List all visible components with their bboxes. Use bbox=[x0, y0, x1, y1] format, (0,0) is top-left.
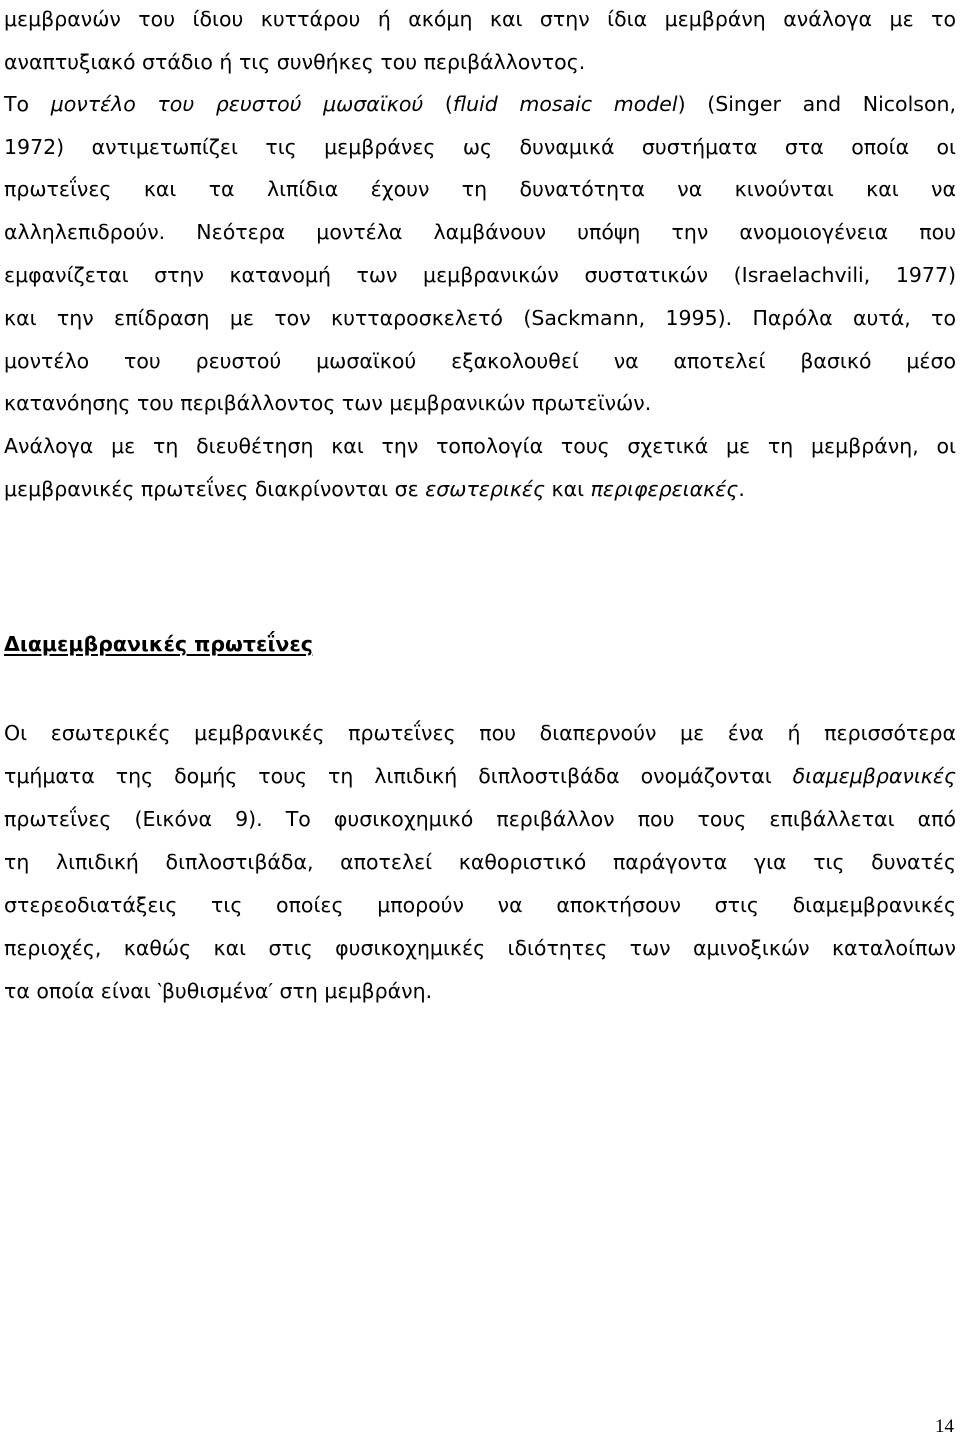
text-line: μοντέλο του ρευστού μωσαϊκού εξακολουθεί να αποτελεί βασικό μέσο bbox=[4, 349, 956, 373]
text-run: τμήματα της δομής τους τη λιπιδική διπλοστιβάδα ονομάζονται bbox=[4, 764, 793, 788]
text-line bbox=[4, 761, 956, 791]
text-run: Το bbox=[4, 92, 51, 116]
text-line: αναπτυξιακό στάδιο ή τις συνθήκες του περιβάλλοντος. bbox=[4, 50, 586, 74]
text-line: κατανόησης του περιβάλλοντος των μεμβρανικών πρωτεϊνών. bbox=[4, 391, 652, 415]
text-line: τα οποία είναι ‵βυθισμένα′ στη μεμβράνη. bbox=[4, 979, 433, 1003]
text-line: Ανάλογα με τη διευθέτηση και την τοπολογία τους σχετικά με τη μεμβράνη, οι bbox=[4, 434, 956, 458]
text-line: και την επίδραση με τον κυτταροσκελετό (Sackmann, 1995). Παρόλα αυτά, το bbox=[4, 306, 956, 330]
text-line: πρωτεΐνες και τα λιπίδια έχουν τη δυνατότητα να κινούνται και να bbox=[4, 177, 956, 201]
text-line: εμφανίζεται στην κατανομή των μεμβρανικών συστατικών (Israelachvili, 1977) bbox=[4, 263, 956, 287]
text-line: πρωτεΐνες (Εικόνα 9). Το φυσικοχημικό περιβάλλον που τους επιβάλλεται από bbox=[4, 807, 956, 831]
emphasis-text: μοντέλο του ρευστού μωσαϊκού bbox=[50, 92, 424, 116]
emphasis-text: διαμεμβρανικές bbox=[792, 764, 956, 788]
emphasis-text: fluid mosaic model bbox=[452, 92, 678, 116]
text-line: τη λιπιδική διπλοστιβάδα, αποτελεί καθοριστικό παράγοντα για τις δυνατές bbox=[4, 850, 956, 874]
section-heading: Διαμεμβρανικές πρωτεΐνες bbox=[4, 632, 313, 656]
text-run: . bbox=[738, 477, 745, 501]
text-run: και bbox=[545, 477, 591, 501]
text-line: μεμβρανών του ίδιου κυττάρου ή ακόμη και στην ίδια μεμβράνη ανάλογα με το bbox=[4, 7, 956, 31]
text-run: ) (Singer and Nicolson, bbox=[677, 92, 957, 116]
page-number: 14 bbox=[935, 1416, 954, 1437]
text-line bbox=[4, 89, 956, 119]
text-line: στερεοδιατάξεις τις οποίες μπορούν να αποκτήσουν στις διαμεμβρανικές bbox=[4, 893, 956, 917]
text-line bbox=[4, 474, 956, 504]
text-line: Οι εσωτερικές μεμβρανικές πρωτεΐνες που διαπερνούν με ένα ή περισσότερα bbox=[4, 721, 956, 745]
emphasis-text: περιφερειακές bbox=[590, 477, 739, 501]
text-line: 1972) αντιμετωπίζει τις μεμβράνες ως δυναμικά συστήματα στα οποία οι bbox=[4, 135, 956, 159]
text-line: αλληλεπιδρούν. Νεότερα μοντέλα λαμβάνουν υπόψη την ανομοιογένεια που bbox=[4, 220, 956, 244]
text-run: ( bbox=[423, 92, 453, 116]
text-line: περιοχές, καθώς και στις φυσικοχημικές ιδιότητες των αμινοξικών καταλοίπων bbox=[4, 936, 956, 960]
text-run: μεμβρανικές πρωτεΐνες διακρίνονται σε bbox=[4, 477, 426, 501]
emphasis-text: εσωτερικές bbox=[425, 477, 546, 501]
